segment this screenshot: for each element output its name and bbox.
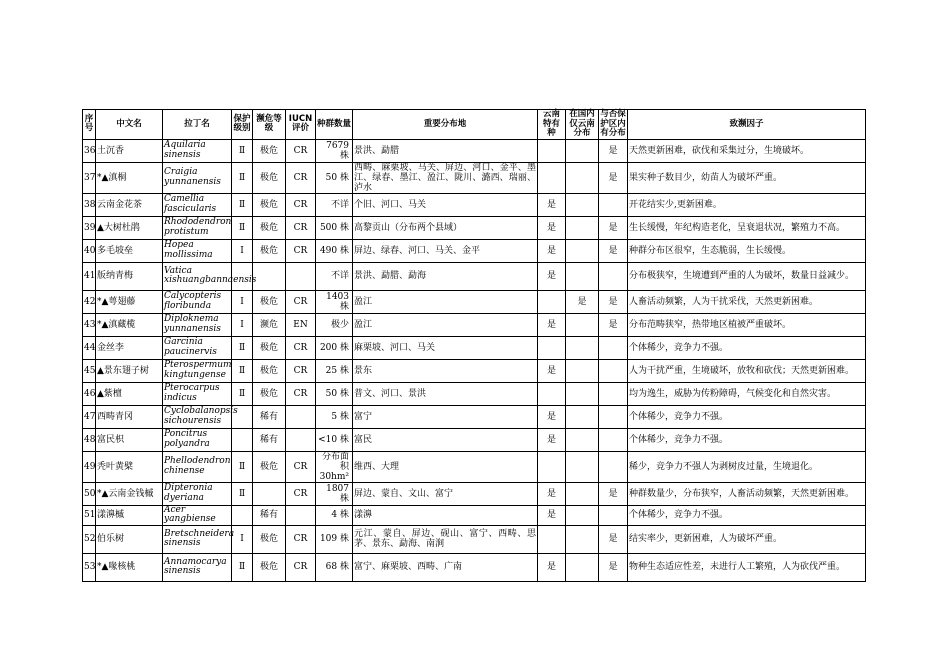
header-iucn: IUCN评价: [286, 110, 316, 140]
cell-protection-level: Ⅱ: [232, 193, 253, 216]
cell-distribution: 麻栗坡、河口、马关: [353, 336, 538, 359]
cell-iucn: CR: [286, 336, 316, 359]
cell-chinese-name: 多毛坡垒: [96, 239, 163, 262]
header-no: 序号: [83, 110, 96, 140]
cell-latin-name: Calycopteris floribunda: [163, 290, 232, 313]
cell-yunnan-endemic: 是: [538, 262, 566, 290]
cell-cause: 均为逸生，威胁为传粉障碍，气候变化和自然灾害。: [628, 382, 866, 405]
table-row: [83, 193, 866, 216]
cell-chinese-name: *▲萼翅藤: [96, 290, 163, 313]
cell-protection-level: Ⅱ: [232, 382, 253, 405]
table-row: [83, 382, 866, 405]
cell-in-reserve: 是: [599, 139, 628, 162]
cell-latin-name: Cyclobalanopsis sichourensis: [163, 405, 232, 428]
cell-only-yunnan: [566, 525, 599, 553]
cell-only-yunnan: [566, 239, 599, 262]
cell-population: 200 株: [316, 336, 353, 359]
cell-chinese-name: 西畴青冈: [96, 405, 163, 428]
cell-no: 44: [83, 336, 96, 359]
cell-population: 4 株: [316, 505, 353, 525]
cell-endangered-level: 稀有: [253, 505, 286, 525]
cell-in-reserve: 是: [599, 239, 628, 262]
cell-yunnan-endemic: 是: [538, 216, 566, 239]
table-row: [83, 405, 866, 428]
cell-no: 43: [83, 313, 96, 336]
cell-in-reserve: [599, 359, 628, 382]
cell-endangered-level: 极危: [253, 239, 286, 262]
cell-cause: 个体稀少，竞争力不强。: [628, 428, 866, 451]
cell-distribution: 漾濞: [353, 505, 538, 525]
cell-chinese-name: *▲滇桐: [96, 162, 163, 193]
cell-population: 25 株: [316, 359, 353, 382]
cell-latin-name: Poncitrus polyandra: [163, 428, 232, 451]
cell-no: 41: [83, 262, 96, 290]
table-row: [83, 428, 866, 451]
cell-distribution: 普文、河口、景洪: [353, 382, 538, 405]
cell-in-reserve: [599, 451, 628, 482]
cell-protection-level: Ⅱ: [232, 139, 253, 162]
cell-chinese-name: *▲喙核桃: [96, 553, 163, 581]
cell-yunnan-endemic: [538, 162, 566, 193]
cell-no: 42: [83, 290, 96, 313]
cell-endangered-level: 极危: [253, 139, 286, 162]
cell-only-yunnan: [566, 359, 599, 382]
cell-distribution: 富宁: [353, 405, 538, 428]
cell-iucn: CR: [286, 359, 316, 382]
cell-population: 1807 株: [316, 482, 353, 505]
cell-only-yunnan: [566, 193, 599, 216]
table-row: [83, 139, 866, 162]
cell-latin-name: Bretschneidera sinensis: [163, 525, 232, 553]
cell-endangered-level: [253, 482, 286, 505]
cell-no: 37: [83, 162, 96, 193]
cell-iucn: [286, 428, 316, 451]
cell-endangered-level: 濒危: [253, 313, 286, 336]
cell-distribution: 景洪、勐腊: [353, 139, 538, 162]
cell-no: 48: [83, 428, 96, 451]
cell-cause: 天然更新困难，砍伐和采集过分，生境破坏。: [628, 139, 866, 162]
cell-distribution: 屏边、蒙自、文山、富宁: [353, 482, 538, 505]
cell-endangered-level: 极危: [253, 359, 286, 382]
table-body: [83, 139, 866, 581]
cell-endangered-level: 极危: [253, 193, 286, 216]
table-row: [83, 216, 866, 239]
cell-only-yunnan: [566, 162, 599, 193]
cell-in-reserve: [599, 428, 628, 451]
cell-cause: 人畜活动频繁，人为干扰采伐，天然更新困难。: [628, 290, 866, 313]
cell-yunnan-endemic: 是: [538, 553, 566, 581]
cell-only-yunnan: [566, 336, 599, 359]
cell-cause: 个体稀少，竞争力不强。: [628, 405, 866, 428]
cell-cause: 物种生态适应性差，未进行人工繁殖，人为砍伐严重。: [628, 553, 866, 581]
cell-in-reserve: [599, 405, 628, 428]
cell-only-yunnan: [566, 482, 599, 505]
cell-latin-name: Rhododendron protistum: [163, 216, 232, 239]
cell-cause: 结实率少，更新困难，人为破坏严重。: [628, 525, 866, 553]
cell-cause: 个体稀少，竞争力不强。: [628, 505, 866, 525]
cell-protection-level: Ⅱ: [232, 482, 253, 505]
cell-yunnan-endemic: 是: [538, 313, 566, 336]
cell-in-reserve: [599, 336, 628, 359]
cell-population: 50 株: [316, 162, 353, 193]
cell-only-yunnan: [566, 262, 599, 290]
cell-distribution: 元江、蒙自、屏边、砚山、富宁、西畴、思茅、景东、勐海、南涧: [353, 525, 538, 553]
cell-protection-level: Ⅱ: [232, 451, 253, 482]
cell-no: 53: [83, 553, 96, 581]
table-row: [83, 262, 866, 290]
cell-latin-name: Pterospermum kingtungense: [163, 359, 232, 382]
cell-iucn: CR: [286, 382, 316, 405]
cell-population: 5 株: [316, 405, 353, 428]
header-row: [83, 110, 866, 140]
table-row: [83, 553, 866, 581]
cell-endangered-level: [253, 262, 286, 290]
cell-iucn: CR: [286, 525, 316, 553]
cell-cause: 分布极狭窄，生境遭到严重的人为破坏，数量日益减少。: [628, 262, 866, 290]
cell-latin-name: Craigia yunnanensis: [163, 162, 232, 193]
cell-protection-level: [232, 428, 253, 451]
cell-iucn: [286, 262, 316, 290]
cell-distribution: 高黎贡山（分布两个县域）: [353, 216, 538, 239]
cell-population: 68 株: [316, 553, 353, 581]
cell-endangered-level: 极危: [253, 162, 286, 193]
cell-yunnan-endemic: [538, 290, 566, 313]
table-row: [83, 336, 866, 359]
cell-population: <10 株: [316, 428, 353, 451]
cell-cause: 稀少，竞争力不强人为剥树皮过量，生境退化。: [628, 451, 866, 482]
species-table: [82, 109, 866, 582]
cell-latin-name: Vatica xishuangbannaensis: [163, 262, 232, 290]
cell-no: 38: [83, 193, 96, 216]
cell-iucn: [286, 505, 316, 525]
cell-distribution: 盈江: [353, 313, 538, 336]
cell-iucn: CR: [286, 139, 316, 162]
cell-protection-level: Ⅱ: [232, 216, 253, 239]
header-population: 种群数量: [316, 110, 353, 140]
cell-yunnan-endemic: 是: [538, 359, 566, 382]
cell-population: 500 株: [316, 216, 353, 239]
cell-in-reserve: 是: [599, 482, 628, 505]
cell-endangered-level: 极危: [253, 553, 286, 581]
cell-latin-name: Camellia fascicularis: [163, 193, 232, 216]
cell-in-reserve: [599, 505, 628, 525]
cell-chinese-name: ▲大树杜鹃: [96, 216, 163, 239]
cell-distribution: 个旧、河口、马关: [353, 193, 538, 216]
cell-endangered-level: 稀有: [253, 428, 286, 451]
cell-protection-level: Ⅰ: [232, 313, 253, 336]
table-row: [83, 162, 866, 193]
cell-in-reserve: 是: [599, 553, 628, 581]
cell-iucn: CR: [286, 482, 316, 505]
cell-cause: 个体稀少，竞争力不强。: [628, 336, 866, 359]
cell-endangered-level: 极危: [253, 451, 286, 482]
cell-iucn: [286, 405, 316, 428]
cell-yunnan-endemic: 是: [538, 193, 566, 216]
cell-only-yunnan: [566, 553, 599, 581]
cell-distribution: 景东: [353, 359, 538, 382]
cell-only-yunnan: [566, 428, 599, 451]
cell-chinese-name: 金丝李: [96, 336, 163, 359]
cell-latin-name: Aquilaria sinensis: [163, 139, 232, 162]
cell-endangered-level: 极危: [253, 382, 286, 405]
cell-population: 490 株: [316, 239, 353, 262]
cell-iucn: CR: [286, 553, 316, 581]
cell-chinese-name: 土沉香: [96, 139, 163, 162]
cell-latin-name: Garcinia paucinervis: [163, 336, 232, 359]
cell-cause: 果实种子数目少，幼苗人为破坏严重。: [628, 162, 866, 193]
cell-distribution: 富民: [353, 428, 538, 451]
cell-population: 不详: [316, 262, 353, 290]
cell-in-reserve: [599, 382, 628, 405]
cell-no: 47: [83, 405, 96, 428]
cell-yunnan-endemic: 是: [538, 505, 566, 525]
cell-in-reserve: [599, 193, 628, 216]
cell-only-yunnan: [566, 451, 599, 482]
cell-endangered-level: 极危: [253, 336, 286, 359]
cell-in-reserve: [599, 262, 628, 290]
cell-iucn: CR: [286, 451, 316, 482]
cell-latin-name: Phellodendron chinense: [163, 451, 232, 482]
cell-no: 45: [83, 359, 96, 382]
cell-no: 50: [83, 482, 96, 505]
cell-endangered-level: 极危: [253, 525, 286, 553]
cell-yunnan-endemic: [538, 139, 566, 162]
cell-latin-name: Dipteronia dyeriana: [163, 482, 232, 505]
cell-chinese-name: 漾濞槭: [96, 505, 163, 525]
cell-chinese-name: 伯乐树: [96, 525, 163, 553]
table-row: [83, 505, 866, 525]
cell-in-reserve: 是: [599, 313, 628, 336]
cell-yunnan-endemic: 是: [538, 239, 566, 262]
cell-protection-level: [232, 505, 253, 525]
header-endangered-level: 濒危等级: [253, 110, 286, 140]
table-row: [83, 482, 866, 505]
cell-cause: 种群分布区很窄，生态脆弱，生长缓慢。: [628, 239, 866, 262]
cell-distribution: 盈江: [353, 290, 538, 313]
header-cause: 致濒因子: [628, 110, 866, 140]
cell-distribution: 西畴、麻栗坡、马关、屏边、河口、金平、墨江、绿春、墨江、盈江、陇川、潞西、瑞丽、泸水: [354, 162, 536, 193]
cell-iucn: CR: [286, 162, 316, 193]
cell-yunnan-endemic: 是: [538, 405, 566, 428]
table-row: [83, 313, 866, 336]
cell-yunnan-endemic: [538, 525, 566, 553]
cell-cause: 分布范畴狭窄，热带地区植被严重破坏。: [628, 313, 866, 336]
cell-protection-level: Ⅰ: [232, 239, 253, 262]
cell-distribution: 维西、大理: [353, 451, 538, 482]
header-in-reserve: 与否保护区内有分布: [600, 109, 626, 138]
cell-latin-name: Hopea mollissima: [163, 239, 232, 262]
cell-iucn: CR: [286, 193, 316, 216]
cell-no: 49: [83, 451, 96, 482]
cell-no: 46: [83, 382, 96, 405]
cell-distribution: 景洪、勐腊、勐海: [353, 262, 538, 290]
cell-yunnan-endemic: 是: [538, 482, 566, 505]
cell-distribution: 屏边、绿春、河口、马关、金平: [353, 239, 538, 262]
cell-no: 36: [83, 139, 96, 162]
cell-chinese-name: *▲滇藏榄: [96, 313, 163, 336]
cell-iucn: CR: [286, 216, 316, 239]
cell-population: 7679 株: [316, 139, 353, 162]
cell-chinese-name: *▲云南金钱槭: [96, 482, 163, 505]
cell-distribution: 富宁、麻栗坡、西畴、广南: [353, 553, 538, 581]
cell-yunnan-endemic: 是: [538, 428, 566, 451]
cell-only-yunnan: [566, 505, 599, 525]
cell-only-yunnan: [566, 139, 599, 162]
cell-protection-level: Ⅱ: [232, 359, 253, 382]
cell-cause: 种群数量少，分布狭窄，人畜活动频繁，天然更新困难。: [628, 482, 866, 505]
cell-only-yunnan: [566, 405, 599, 428]
cell-population: 分布面积 30hm²: [316, 451, 353, 482]
header-protection-level: 保护级别: [232, 110, 253, 140]
cell-population: 1403 株: [316, 290, 353, 313]
header-distribution: 重要分布地: [353, 110, 538, 140]
cell-no: 52: [83, 525, 96, 553]
table-row: [83, 525, 866, 553]
cell-chinese-name: 富民枳: [96, 428, 163, 451]
cell-yunnan-endemic: [538, 336, 566, 359]
cell-yunnan-endemic: [538, 382, 566, 405]
cell-no: 39: [83, 216, 96, 239]
cell-chinese-name: ▲景东翅子树: [96, 359, 163, 382]
cell-protection-level: Ⅱ: [232, 336, 253, 359]
table-row: [83, 290, 866, 313]
cell-endangered-level: 极危: [253, 216, 286, 239]
table-row: [83, 359, 866, 382]
cell-protection-level: Ⅰ: [232, 290, 253, 313]
cell-chinese-name: 版纳青梅: [96, 262, 163, 290]
cell-protection-level: Ⅱ: [232, 162, 253, 193]
cell-no: 51: [83, 505, 96, 525]
cell-cause: 人为干扰严重，生境破坏，放牧和砍伐；天然更新困难。: [628, 359, 866, 382]
cell-iucn: CR: [286, 290, 316, 313]
cell-population: 极少: [316, 313, 353, 336]
header-only-yunnan: 在国内仅云南分布: [566, 110, 599, 140]
cell-chinese-name: 秃叶黄檗: [96, 451, 163, 482]
cell-protection-level: Ⅰ: [232, 525, 253, 553]
cell-endangered-level: 极危: [253, 290, 286, 313]
cell-chinese-name: ▲紫檀: [96, 382, 163, 405]
cell-no: 40: [83, 239, 96, 262]
header-yunnan-endemic: 云南特有种: [538, 110, 566, 140]
cell-only-yunnan: [566, 313, 599, 336]
cell-only-yunnan: 是: [566, 290, 599, 313]
cell-only-yunnan: [566, 216, 599, 239]
cell-endangered-level: 稀有: [253, 405, 286, 428]
cell-only-yunnan: [566, 382, 599, 405]
cell-in-reserve: 是: [599, 216, 628, 239]
cell-in-reserve: 是: [599, 525, 628, 553]
header-latin-name: 拉丁名: [163, 110, 232, 140]
cell-protection-level: Ⅱ: [232, 553, 253, 581]
cell-latin-name: Diploknema yunnanensis: [163, 313, 232, 336]
cell-in-reserve: 是: [599, 290, 628, 313]
cell-latin-name: Acer yangbiense: [163, 505, 232, 525]
cell-population: 不详: [316, 193, 353, 216]
cell-iucn: CR: [286, 239, 316, 262]
cell-iucn: EN: [286, 313, 316, 336]
cell-cause: 开花结实少,更新困难。: [628, 193, 866, 216]
cell-cause: 生长缓慢，年纪构造老化，呈衰退状况，繁殖力不高。: [628, 216, 866, 239]
cell-latin-name: Annamocarya sinensis: [163, 553, 232, 581]
table-row: [83, 451, 866, 482]
cell-in-reserve: 是: [599, 162, 628, 193]
cell-latin-name: Pterocarpus indicus: [163, 382, 232, 405]
cell-yunnan-endemic: [538, 451, 566, 482]
cell-population: 50 株: [316, 382, 353, 405]
cell-population: 109 株: [316, 525, 353, 553]
header-chinese-name: 中文名: [96, 110, 163, 140]
cell-chinese-name: 云南金花茶: [96, 193, 163, 216]
table-row: [83, 239, 866, 262]
